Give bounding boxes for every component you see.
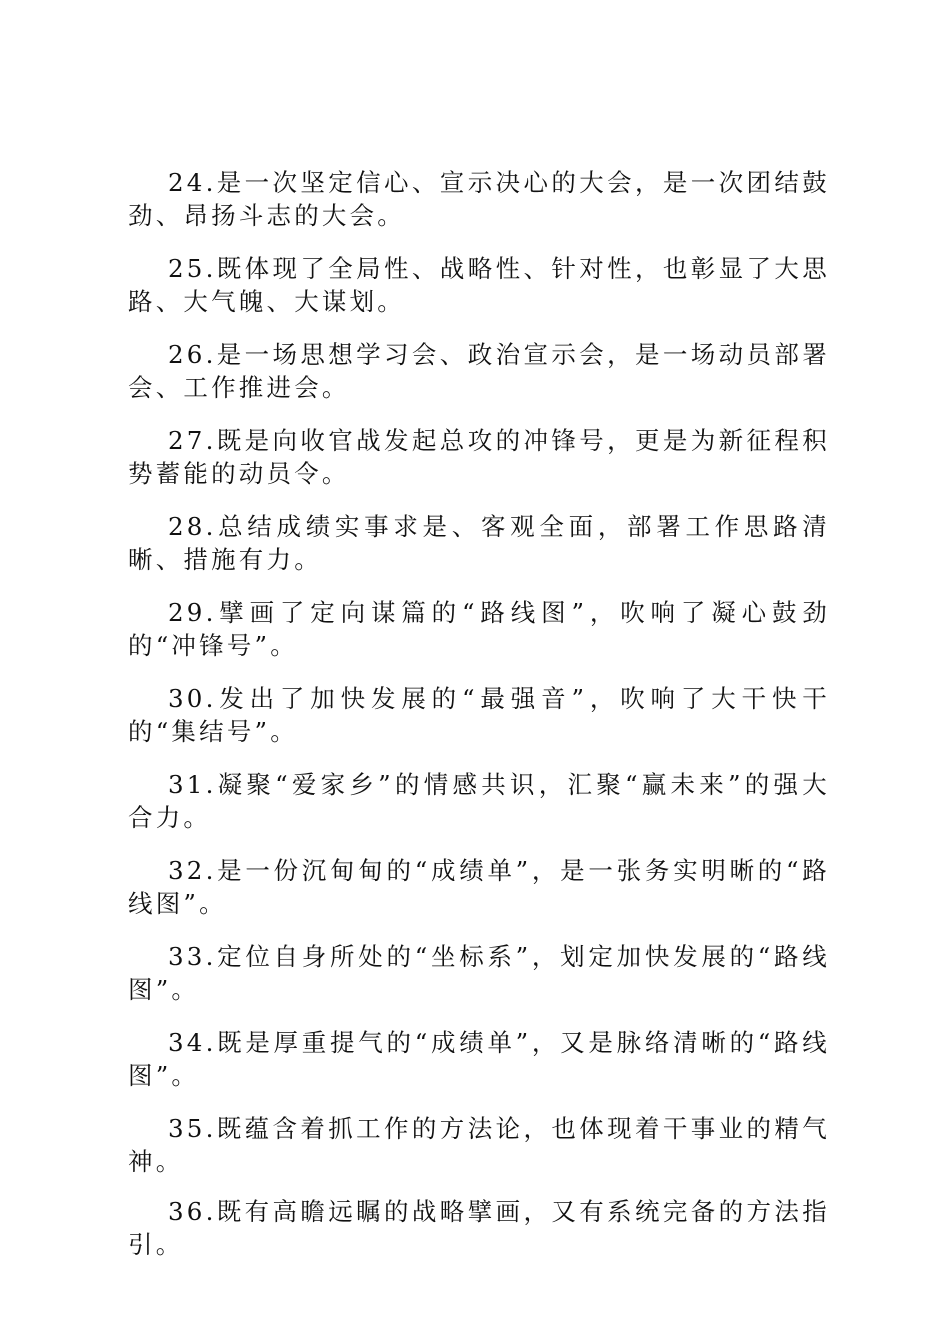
paragraph-36: 36.既有高瞻远瞩的战略擘画，又有系统完备的方法指引。 [128,1197,830,1259]
document-body [128,166,830,1278]
paragraph-31: 31.凝聚“爱家乡”的情感共识，汇聚“赢未来”的强大合力。 [128,770,830,832]
paragraph-32: 32.是一份沉甸甸的“成绩单”，是一张务实明晰的“路线图”。 [128,856,830,918]
paragraph-28: 28.总结成绩实事求是、客观全面，部署工作思路清晰、措施有力。 [128,512,830,574]
paragraph-27: 27.既是向收官战发起总攻的冲锋号，更是为新征程积势蓄能的动员令。 [128,426,830,488]
paragraph-33: 33.定位自身所处的“坐标系”，划定加快发展的“路线图”。 [128,942,830,1004]
paragraph-26: 26.是一场思想学习会、政治宣示会，是一场动员部署会、工作推进会。 [128,340,830,402]
paragraph-30: 30.发出了加快发展的“最强音”，吹响了大干快干的“集结号”。 [128,684,830,746]
paragraph-24: 24.是一次坚定信心、宣示决心的大会，是一次团结鼓劲、昂扬斗志的大会。 [128,168,830,230]
paragraph-34: 34.既是厚重提气的“成绩单”，又是脉络清晰的“路线图”。 [128,1028,830,1090]
paragraph-25: 25.既体现了全局性、战略性、针对性，也彰显了大思路、大气魄、大谋划。 [128,254,830,316]
paragraph-35: 35.既蕴含着抓工作的方法论，也体现着干事业的精气神。 [128,1114,830,1176]
paragraph-29: 29.擘画了定向谋篇的“路线图”，吹响了凝心鼓劲的“冲锋号”。 [128,598,830,660]
